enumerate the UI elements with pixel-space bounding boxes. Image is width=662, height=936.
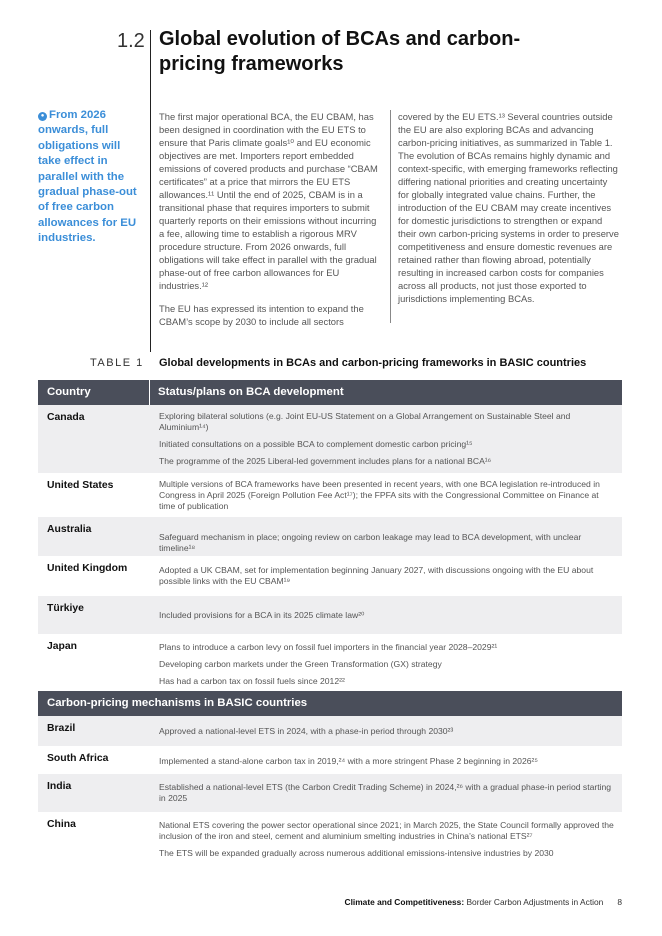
section-title: Global evolution of BCAs and carbon-pricing frameworks: [159, 28, 521, 75]
status-line: Included provisions for a BCA in its 2025 climate law²⁰: [159, 610, 365, 620]
status-line: Implemented a stand-alone carbon tax in 2019,²⁴ with a more stringent Phase 2 beginning in 2026²⁵: [159, 756, 538, 766]
table-row: [38, 746, 622, 774]
body-column-1: [159, 110, 381, 338]
status-line: Plans to introduce a carbon levy on fossil fuel importers in the financial year 2028–2029²¹: [159, 642, 498, 652]
country-cell: India: [47, 781, 72, 792]
country-cell: United Kingdom: [47, 563, 128, 574]
status-cell: [158, 473, 622, 517]
table-row: [38, 517, 622, 556]
bca-table: [38, 380, 622, 862]
basic-section-header: Carbon-pricing mechanisms in BASIC countries: [38, 691, 622, 716]
paragraph: The first major operational BCA, the EU CBAM, has been designed in coordination with the EU ETS to ensure that Paris climate goals¹⁰ and EU economic objectives are met. Importers report embedded emissions of covered products and purchase “CBAM certificates” at a price that mirrors the EU ETS allowances.¹¹ Until the end of 2025, CBAM is in a transitional phase that requires importers to submit quarterly reports on their emissions without incurring a fee, allowing time to establish a rigorous MRV procedure structure. From 2026 onwards, full obligations will take effect in parallel with the gradual phase-out of free carbon allowances for EU industries.¹²: [159, 111, 378, 291]
status-cell: [158, 716, 622, 746]
status-line: Has had a carbon tax on fossil fuels since 2012²²: [159, 676, 345, 686]
country-cell: Australia: [47, 524, 92, 535]
section-divider: [150, 30, 151, 352]
status-cell: [158, 634, 622, 691]
table-row: [38, 473, 622, 517]
table-row: [38, 812, 622, 862]
table-row: [38, 774, 622, 812]
status-line: Safeguard mechanism in place; ongoing review on carbon leakage may lead to BCA development, with unclear timeline¹⁸: [159, 532, 582, 553]
status-cell: [158, 812, 622, 862]
header-country: Country: [38, 380, 150, 405]
column-divider: [390, 110, 391, 323]
publication-subtitle: Border Carbon Adjustments in Action: [464, 897, 604, 907]
table-row: [38, 405, 622, 473]
callout: [38, 108, 146, 247]
callout-text: From 2026 onwards, full obligations will take effect in parallel with the gradual phase-out of free carbon allowances for EU industries.: [38, 109, 137, 245]
status-cell: [158, 774, 622, 812]
section-number: 1.2: [117, 30, 145, 52]
table-header: [38, 380, 622, 405]
page-footer: [345, 897, 622, 907]
status-line: Developing carbon markets under the Green Transformation (GX) strategy: [159, 659, 442, 669]
country-cell: Canada: [47, 412, 85, 423]
status-line: National ETS covering the power sector operational since 2021; in March 2025, the State Council formally approved the inclusion of the iron and steel, cement and aluminium smelting industries in China’s national ETS²⁷: [159, 820, 614, 841]
table-title: Global developments in BCAs and carbon-pricing frameworks in BASIC countries: [159, 357, 587, 369]
status-line: Established a national-level ETS (the Carbon Credit Trading Scheme) in 2024,²⁶ with a gradual phase-in period starting in 2025: [159, 782, 612, 803]
table-row: [38, 596, 622, 634]
paragraph: covered by the EU ETS.¹³ Several countries outside the EU are also exploring BCAs and advancing carbon-pricing initiatives, as summarized in Table 1. The evolution of BCAs remains highly dynamic and context-specific, with emerging frameworks reflecting differing national priorities and creating uncertainty for globally integrated value chains. Further, the introduction of the EU CBAM may create incentives for domestic jurisdictions to strengthen or expand their own carbon-pricing systems in order to preserve competitiveness and ensure domestic revenues are retained rather than flowing abroad, potentially resulting in increased carbon costs for companies across all products, not just those exported to jurisdictions implementing BCAs.: [398, 111, 619, 304]
table-label: TABLE 1: [90, 357, 144, 369]
country-cell: Brazil: [47, 723, 76, 734]
status-line: The programme of the 2025 Liberal-led government includes plans for a national BCA¹⁶: [159, 456, 492, 466]
status-line: Initiated consultations on a possible BCA to complement domestic carbon pricing¹⁵: [159, 439, 473, 449]
status-line: Approved a national-level ETS in 2024, with a phase-in period through 2030²³: [159, 726, 454, 736]
country-cell: United States: [47, 480, 114, 491]
status-cell: [158, 405, 622, 473]
paragraph: The EU has expressed its intention to expand the CBAM’s scope by 2030 to include all sectors: [159, 303, 364, 327]
country-cell: China: [47, 819, 76, 830]
status-line: The ETS will be expanded gradually across numerous additional emissions-intensive industries by 2030: [159, 848, 554, 858]
status-line: Multiple versions of BCA frameworks have been presented in recent years, with one BCA legislation re-introduced in Congress in April 2025 (Foreign Pollution Fee Act¹⁷); the FPFA sits with the Congressional Committee on Finance at time of publication: [159, 479, 600, 511]
country-cell: Japan: [47, 641, 78, 652]
status-cell: [158, 556, 622, 596]
publication-title: Climate and Competitiveness:: [344, 897, 465, 907]
body-column-2: [398, 110, 620, 315]
status-cell: [158, 596, 622, 634]
status-line: Exploring bilateral solutions (e.g. Joint EU-US Statement on a Global Arrangement on Sustainable Steel and Aluminium¹⁴): [159, 411, 571, 432]
status-cell: [158, 746, 622, 774]
country-cell: Türkiye: [47, 603, 84, 614]
table-row: [38, 634, 622, 691]
table-row: [38, 556, 622, 596]
status-cell: [158, 517, 622, 556]
table-row: [38, 716, 622, 746]
info-dot-icon: ●: [38, 112, 47, 121]
country-cell: South Africa: [47, 753, 109, 764]
header-status: Status/plans on BCA development: [158, 386, 344, 398]
status-line: Adopted a UK CBAM, set for implementation beginning January 2027, with discussions ongoing with the EU about possible links with the EU CBAM¹⁹: [159, 565, 594, 586]
page-number: 8: [617, 897, 622, 907]
